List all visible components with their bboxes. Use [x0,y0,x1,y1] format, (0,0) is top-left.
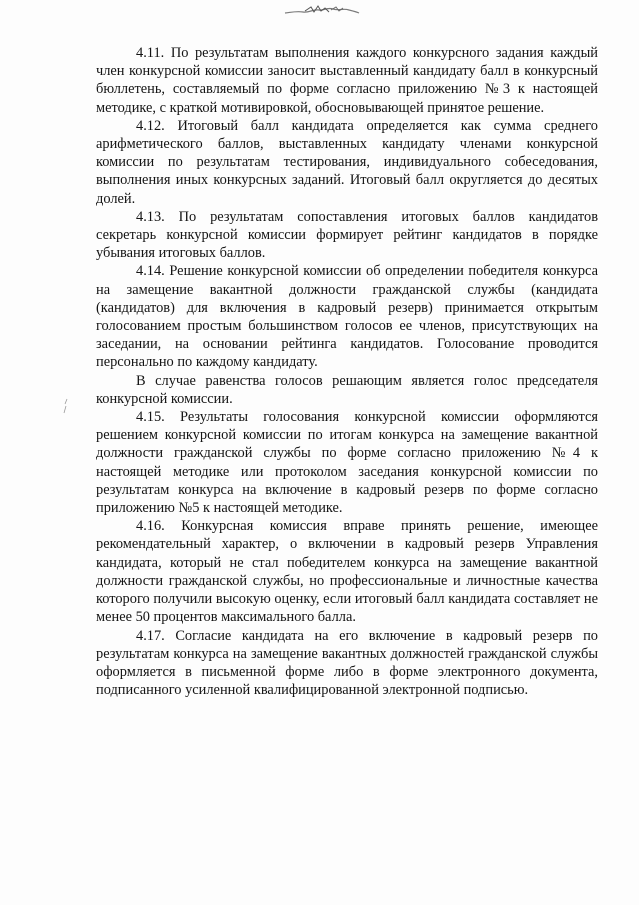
paragraph-4-16: 4.16. Конкурсная комиссия вправе принять решение, имеющее рекомендательный характер, о включении в кадровый резерв Управления кандидата, который не стал победителем конкурса на замещение вакантной должности гражданской службы, но профессиональные и личностные качества которого получили высокую оценку, если итоговый балл кандидата составляет не менее 50 процентов максимального балла. [96,518,598,626]
scan-artifact-smudge [283,4,361,16]
paragraph-4-11: 4.11. По результатам выполнения каждого конкурсного задания каждый член конкурсной комиссии заносит выставленный кандидату балл в конкурсный бюллетень, составляемый по форме согласно приложению №3 к настоящей методике, с краткой мотивировкой, обосновывающей принятое решение. [96,45,598,116]
paragraph-4-12: 4.12. Итоговый балл кандидата определяется как сумма среднего арифметического баллов, выставленных кандидату членами конкурсной комиссии по результатам тестирования, индивидуального собеседования, выполнения иных конкурсных заданий. Итоговый балл округляется до десятых долей. [96,117,598,207]
scan-artifact-stroke [62,398,70,414]
paragraph-4-14: 4.14. Решение конкурсной комиссии об определении победителя конкурса на замещение вакантной должности гражданской службы (кандидата (кандидатов) для включения в кадровый резерв) принимается открытым голосованием простым большинством голосов ее членов, присутствующих на заседании, на основании рейтинга кандидатов. Голосование проводится персонально по каждому кандидату. [96,263,598,371]
paragraph-4-13: 4.13. По результатам сопоставления итоговых баллов кандидатов секретарь конкурсной комиссии формирует рейтинг кандидатов в порядке убывания итоговых баллов. [96,208,598,262]
paragraph-4-14-tie-vote: В случае равенства голосов решающим является голос председателя конкурсной комиссии. [96,372,598,407]
paragraph-4-17: 4.17. Согласие кандидата на его включение в кадровый резерв по результатам конкурса на замещение вакантных должностей гражданской службы оформляется в письменной форме либо в форме электронного документа, подписанного усиленной квалифицированной электронной подписью. [96,627,598,699]
paragraph-4-15: 4.15. Результаты голосования конкурсной комиссии оформляются решением конкурсной комиссии по итогам конкурса на замещение вакантной должности гражданской службы по форме согласно приложению №4 к настоящей методике или протоколом заседания конкурсной комиссии по результатам конкурса на включение в кадровый резерв по форме согласно приложению №5 к настоящей методике. [96,409,598,517]
document-body [96,44,598,699]
